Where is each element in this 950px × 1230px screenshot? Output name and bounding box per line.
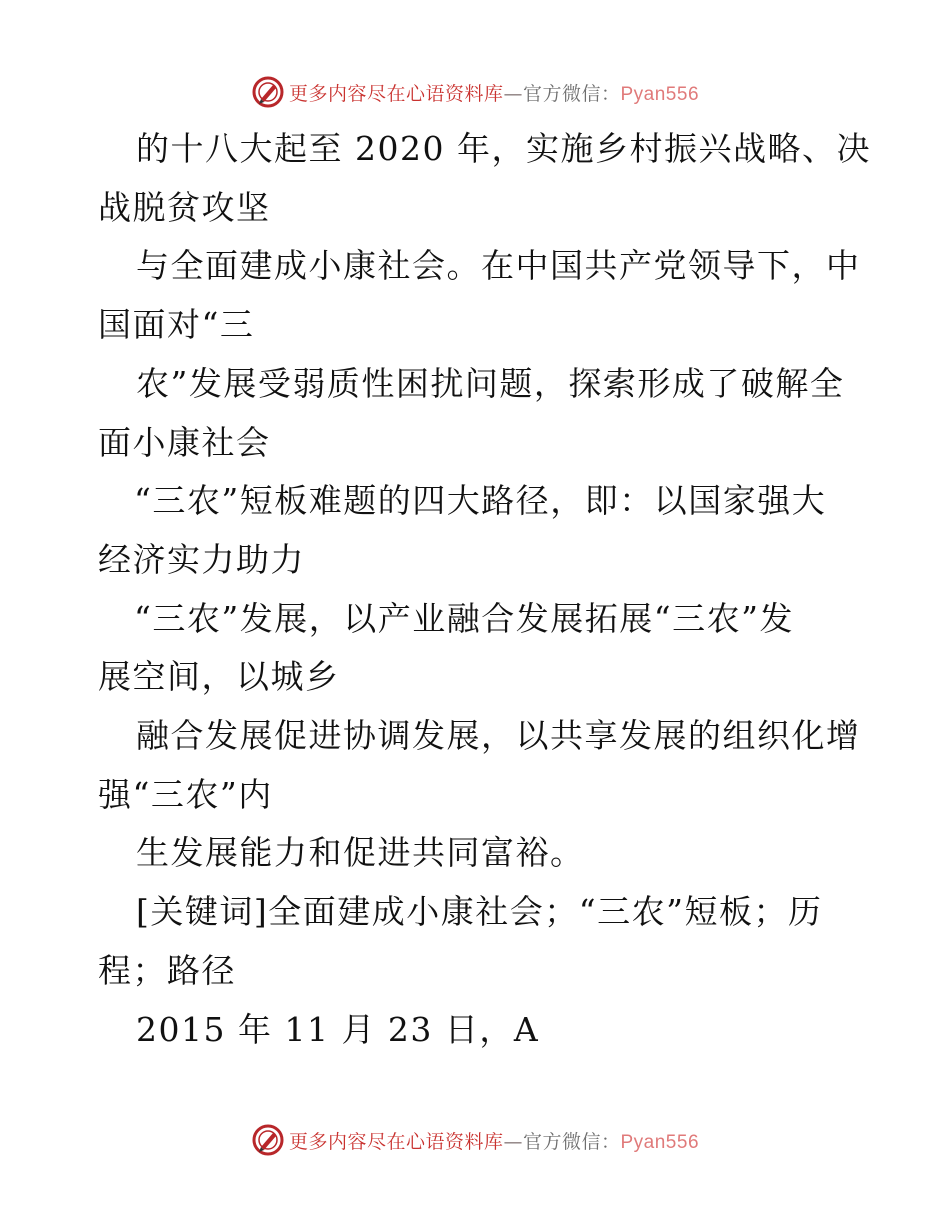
banner-prefix: 更多内容尽在心语资料库 bbox=[288, 1130, 504, 1153]
body-line: 面小康社会 bbox=[98, 422, 271, 462]
body-line: 强“三农”内 bbox=[98, 774, 273, 814]
body-line: 生发展能力和促进共同富裕。 bbox=[136, 833, 585, 873]
body-line: 经济实力助力 bbox=[98, 539, 305, 579]
keywords-line: 程；路径 bbox=[98, 950, 236, 990]
footer-watermark-banner bbox=[0, 1120, 950, 1160]
header-watermark-banner bbox=[0, 72, 950, 112]
keywords-line: [关键词]全面建成小康社会；“三农”短板；历 bbox=[136, 892, 823, 932]
date-line: 2015 年 11 月 23 日，A bbox=[136, 1009, 540, 1049]
banner-account: Pyan556 bbox=[620, 83, 700, 105]
pen-logo-icon bbox=[251, 75, 285, 109]
banner-prefix: 更多内容尽在心语资料库 bbox=[288, 82, 504, 105]
banner-dash: — bbox=[503, 82, 523, 105]
banner-dash: — bbox=[503, 1130, 523, 1153]
banner-account: Pyan556 bbox=[620, 1131, 700, 1153]
body-line: 农”发展受弱质性困扰问题，探索形成了破解全 bbox=[136, 363, 845, 403]
document-body bbox=[98, 120, 871, 1059]
body-line: 战脱贫攻坚 bbox=[98, 187, 271, 227]
body-line: 与全面建成小康社会。在中国共产党领导下，中 bbox=[136, 246, 861, 286]
body-line: 国面对“三 bbox=[98, 305, 255, 345]
banner-label: 官方微信： bbox=[522, 1130, 621, 1153]
body-line: 融合发展促进协调发展，以共享发展的组织化增 bbox=[136, 716, 861, 756]
body-line: “三农”发展，以产业融合发展拓展“三农”发 bbox=[134, 598, 794, 638]
pen-logo-icon bbox=[251, 1123, 285, 1157]
body-line: “三农”短板难题的四大路径，即：以国家强大 bbox=[134, 481, 827, 521]
banner-label: 官方微信： bbox=[522, 82, 621, 105]
body-line: 展空间，以城乡 bbox=[98, 657, 340, 697]
body-line: 的十八大起至 2020 年，实施乡村振兴战略、决 bbox=[136, 129, 871, 168]
